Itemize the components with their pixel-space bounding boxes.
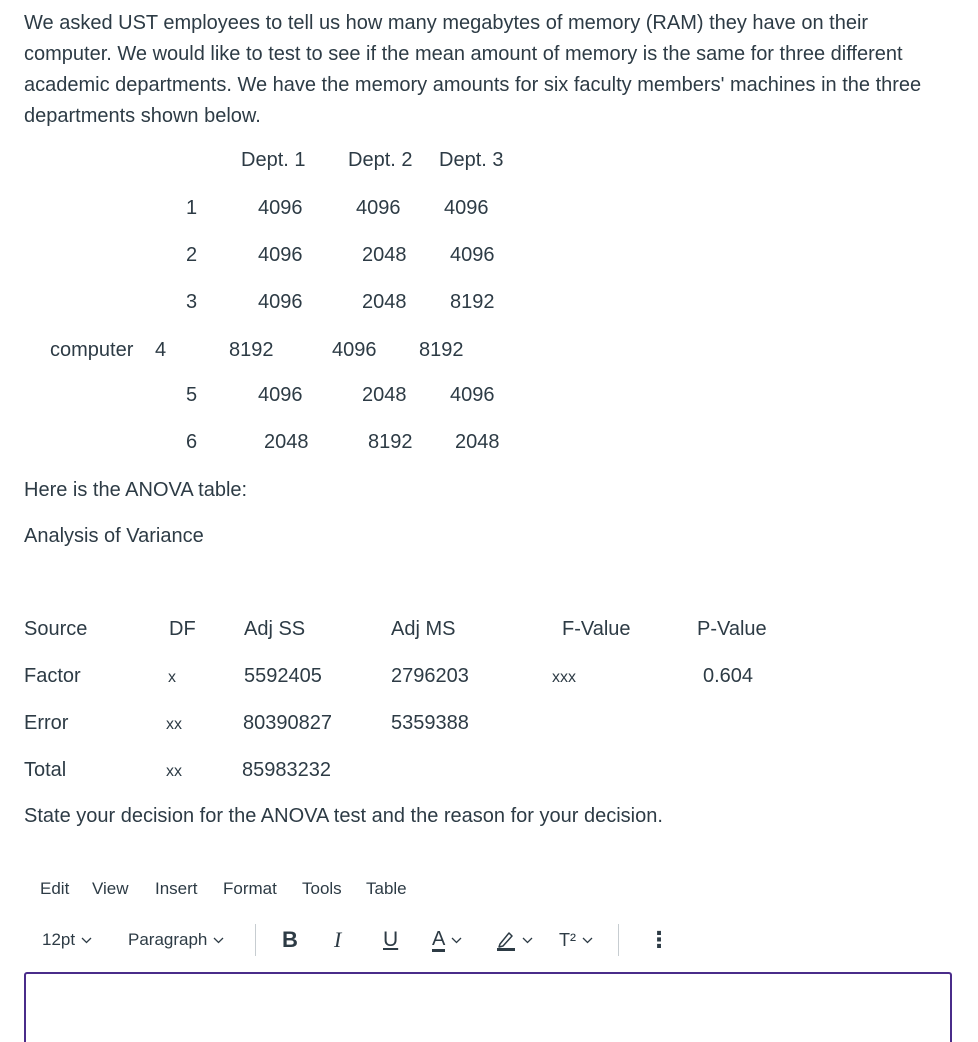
row-number: 4 [155,339,167,361]
cell-dept-2: 4096 [332,339,377,361]
cell-dept-2: 2048 [362,291,407,313]
cell-dept-3: 2048 [455,431,500,453]
row-number: 1 [186,197,198,219]
chevron-down-icon [522,937,533,944]
df-total: xx [166,763,182,780]
menu-insert[interactable]: Insert [155,879,198,898]
cell-dept-3: 4096 [444,197,489,219]
row-number: 6 [186,431,198,453]
anova-intro: Here is the ANOVA table: [24,479,248,501]
cell-dept-3: 8192 [450,291,495,313]
col-f-value: F-Value [562,618,631,640]
toolbar-divider [618,924,619,956]
row-number: 5 [186,384,198,406]
cell-dept-1: 8192 [229,339,274,361]
header-dept-1: Dept. 1 [241,149,306,171]
df-factor: x [168,669,176,686]
row-number: 3 [186,291,198,313]
col-adj-ms: Adj MS [391,618,456,640]
menu-tools[interactable]: Tools [302,879,342,898]
highlighter-icon [496,929,516,951]
cell-dept-1: 4096 [258,197,303,219]
source-error: Error [24,712,69,734]
adjss-factor: 5592405 [244,665,322,687]
more-vertical-icon: ⋮ [648,927,670,952]
source-total: Total [24,759,67,781]
col-p-value: P-Value [697,618,767,640]
adjms-factor: 2796203 [391,665,469,687]
adjss-total: 85983232 [242,759,331,781]
question-prompt: State your decision for the ANOVA test and the reason for your decision. [24,805,663,827]
f-factor: xxx [552,669,576,686]
answer-editor[interactable] [24,972,952,1042]
block-format-value: Paragraph [128,930,208,949]
menu-table[interactable]: Table [366,879,407,898]
menu-view[interactable]: View [92,879,129,898]
chevron-down-icon [582,937,593,944]
underline-button[interactable] [383,925,398,955]
row-number: 2 [186,244,198,266]
cell-dept-3: 4096 [450,384,495,406]
block-format-select[interactable] [128,928,224,952]
text-color-button[interactable] [432,925,462,955]
cell-dept-2: 2048 [362,384,407,406]
adjss-error: 80390827 [243,712,332,734]
italic-icon: I [334,927,342,952]
header-dept-3: Dept. 3 [439,149,504,171]
cell-dept-2: 2048 [362,244,407,266]
cell-dept-1: 2048 [264,431,309,453]
p-factor: 0.604 [703,665,754,687]
adjms-error: 5359388 [391,712,469,734]
underline-icon: U [383,928,399,951]
cell-dept-1: 4096 [258,244,303,266]
cell-dept-1: 4096 [258,384,303,406]
cell-dept-2: 4096 [356,197,401,219]
col-df: DF [169,618,196,640]
toolbar-divider [255,924,256,956]
header-dept-2: Dept. 2 [348,149,413,171]
cell-dept-1: 4096 [258,291,303,313]
cell-dept-3: 4096 [450,244,495,266]
anova-title: Analysis of Variance [24,525,204,547]
chevron-down-icon [451,937,462,944]
df-error: xx [166,716,182,733]
source-factor: Factor [24,665,81,687]
italic-button[interactable] [334,925,341,955]
col-adj-ss: Adj SS [244,618,306,640]
superscript-icon: T² [559,929,576,950]
menu-edit[interactable]: Edit [40,879,70,898]
chevron-down-icon [213,937,224,944]
font-size-value: 12pt [42,930,76,949]
col-source: Source [24,618,88,640]
font-size-select[interactable] [42,928,92,952]
bold-button[interactable] [282,925,298,955]
superscript-button[interactable] [559,925,593,955]
more-options-button[interactable] [648,925,670,955]
cell-dept-3: 8192 [419,339,464,361]
menu-format[interactable]: Format [223,879,277,898]
chevron-down-icon [81,937,92,944]
bold-icon: B [282,927,298,952]
question-intro: We asked UST employees to tell us how many megabytes of memory (RAM) they have on their computer. We would like to test to see if the mean amount of memory is the same for three different academic departments. We have the memory amounts for six faculty members' machines in the three departments shown below. [24,12,922,127]
cell-dept-2: 8192 [368,431,413,453]
highlight-color-button[interactable] [496,925,533,955]
text-color-icon: A [432,927,446,950]
row-label-computer: computer [50,339,134,361]
